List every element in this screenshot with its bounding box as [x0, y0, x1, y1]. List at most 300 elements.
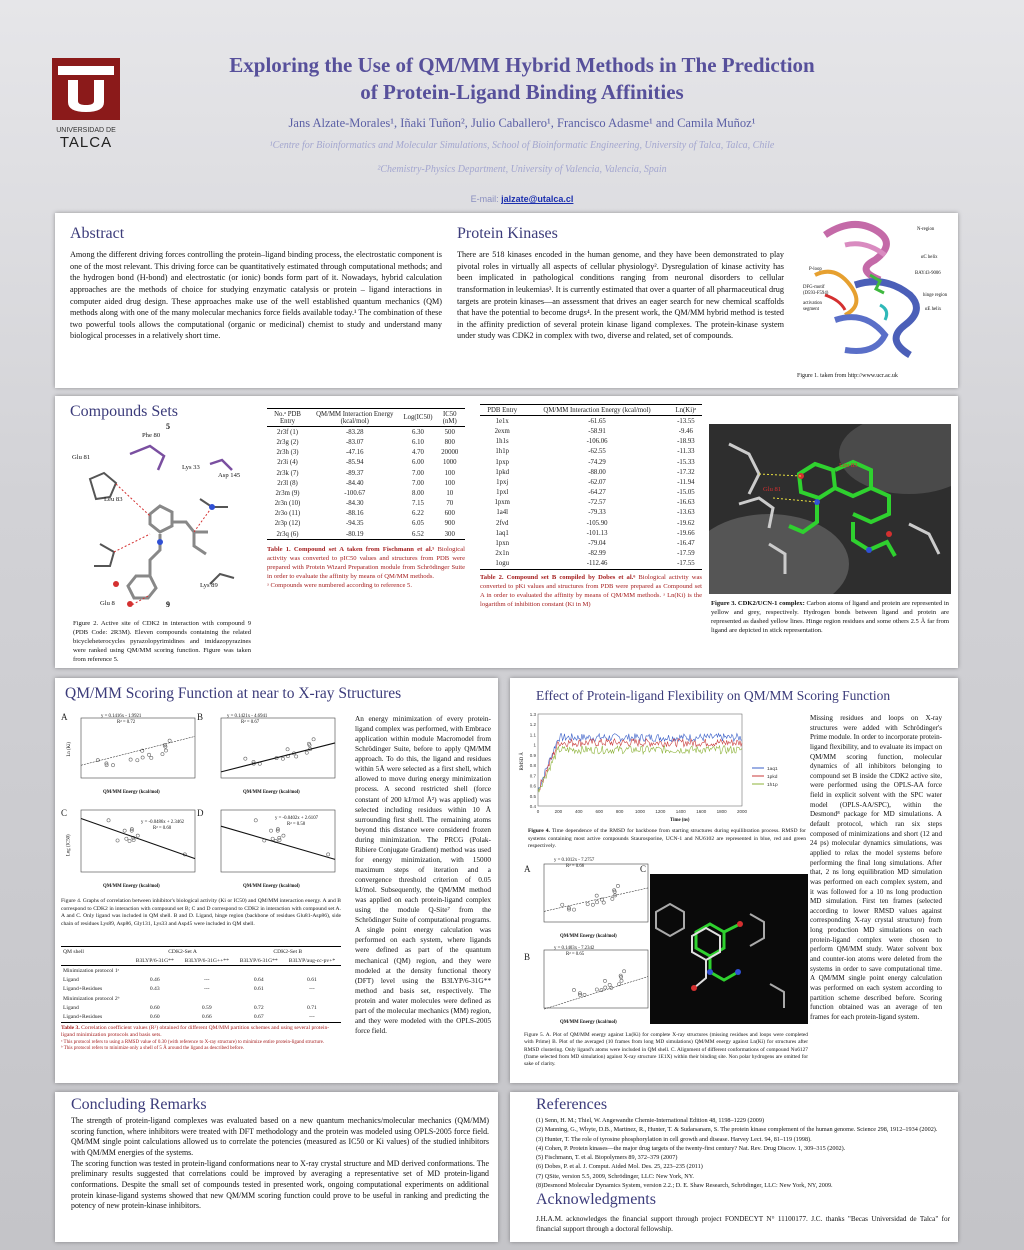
plot-c-point [116, 839, 119, 842]
logo-line2: TALCA [59, 134, 113, 151]
plot-5a-point [561, 903, 564, 906]
plot-5b-point [595, 988, 598, 991]
table3-cell [283, 994, 341, 1003]
plot-5b-frame [544, 950, 648, 1008]
residue-label-phe80: Phe 80 [142, 432, 161, 439]
table3-cell [235, 994, 283, 1003]
plot-5b-point [620, 979, 623, 982]
table1-cell: 8.00 [412, 489, 424, 497]
table1-row [267, 488, 465, 498]
table1-cell: -94.35 [345, 520, 364, 528]
reference-item: (6) Dobes, P. et al. J. Comput. Aided Mol. Des. 25, 223–235 (2011) [536, 1163, 703, 1171]
table3-cell: 0.59 [201, 1004, 212, 1011]
plot-d-r2: R² = 0.58 [287, 822, 306, 827]
plot-5a-trendline [544, 888, 648, 911]
table1-cell: 2r3k (7) [276, 469, 299, 477]
university-logo [52, 58, 120, 150]
plot-b-point [312, 738, 315, 741]
table2-cell: -61.65 [588, 417, 606, 425]
scoring-title: QM/MM Scoring Function at near to X-ray Structures [65, 685, 402, 702]
table1-row [267, 448, 465, 458]
email-link[interactable]: jalzate@utalca.cl [501, 194, 574, 204]
table2-cell: -13.63 [677, 509, 695, 517]
table2-row [480, 498, 702, 508]
plot-5a-r2: R² = 0.66 [566, 864, 585, 869]
rmsd-xtick: 200 [554, 809, 563, 814]
table1-cell: -83.07 [345, 438, 364, 446]
table3-cell [131, 994, 179, 1003]
table1-cell: 70 [446, 500, 454, 508]
rmsd-legend-label: 1pkd [767, 775, 778, 780]
plot-d-xlabel: QM/MM Energy (kcal/mol) [243, 884, 300, 889]
plot-5b-point [572, 988, 575, 991]
rmsd-ytick: 0.8 [529, 763, 536, 769]
fig1-label-4: DFG-motif (D593-F594) [803, 285, 829, 297]
plot-d [197, 804, 341, 894]
t2-caption-title: Table 2. Compound set B compiled by Dobes et al.⁶ [480, 574, 636, 581]
table1-row [267, 478, 465, 488]
rmsd-xtick: 1400 [675, 809, 686, 814]
table2-cell: -105.90 [586, 519, 608, 527]
fig3-caption: Carbon atoms of ligand and protein are represented in yellow and grey, respectively. Hydrogen bonds between ligand and protein are represented as dashed yellow lines. Hinge region residues and some others 2.5 Å far from ligand are depicted in stick representation. [711, 600, 949, 634]
panel-5c-letter: C [640, 864, 647, 874]
fig5c-alignment-image [650, 874, 808, 1024]
table3-row [61, 976, 341, 985]
table1-cell: 6.05 [412, 520, 424, 528]
table1-row [267, 437, 465, 447]
abstract-kinases-panel [55, 213, 958, 388]
rmsd-ytick: 0.9 [529, 752, 536, 758]
title-line2: of Protein-Ligand Binding Affinities [360, 80, 684, 105]
table2-cell: -16.63 [677, 499, 695, 507]
table3-cell: Ligand [63, 1004, 79, 1011]
table1-cell: 2r3i (4) [277, 459, 298, 467]
table1-cell: 2r3f (1) [277, 428, 298, 436]
table3-cell: 0.61 [307, 977, 317, 984]
table2-cell: -88.00 [588, 468, 606, 476]
plot-d-chart [201, 804, 341, 882]
plot-c-ylabel: Log (IC50) [66, 834, 72, 857]
table2-cell: -15.05 [677, 489, 695, 497]
table2-cell: -82.99 [588, 550, 606, 558]
flex-text: Missing residues and loops on X-ray structures were added with Schrödinger's Prime module. In order to incorporate protein-ligand flexibility, and to evaluate its impact on QM/MM scoring function, molecular dynamics of all inhibitors belonging to compound set B inside the CDK2 active site, were performed using the OPLS-AA force field in explicit solvent with the SPC water model (OPLS-AA/SPC), within the Desmond⁸ package for MD simulations. A default protocol, which ran six steps composed of minimizations and short (12 and 24 ps) molecular dynamics simulations, was applied to relax the model systems before performing the final long simulations. After that, 2 ns long equilibration MD simulation was performed on each complex system, and it was followed for a 10 ns long production MD simulation. First ten frames (selected according to lower RMSD values against corresponding X-ray crystal structure) from long production MD simulations on each protein-ligand complex were chosen to perform QM/MM study. Water solvent box and counter-ion atoms were deleted from the systems in order to save computational time. A QM/MM single point energy calculation was performed on each system according to partition scheme described before. Scoring function obtained was an average of ten frames for each protein-ligand system. [810, 714, 942, 1021]
reference-item: (5) Fischmann, T. et al. Biopolymers 89, 372–379 (2007) [536, 1154, 678, 1162]
plot-a [61, 712, 204, 800]
t1-header-2: Log(IC50) [401, 409, 434, 427]
table1-cell: 2r3p (12) [274, 520, 301, 528]
table1-cell: -88.16 [345, 510, 364, 518]
plot-b-point [244, 757, 247, 760]
t2-header-1: QM/MM Interaction Energy (kcal/mol) [524, 405, 669, 416]
table3-cell: 0.72 [253, 1004, 264, 1011]
reference-item: (1) Senn, H. M.; Thiel, W. Angewandte Chemie-International Edition 48, 1198–1229 (2009) [536, 1117, 765, 1124]
plot-b-r2: R² = 0.67 [241, 720, 260, 725]
table2-cell: 2fvd [495, 519, 509, 527]
table2-row [480, 549, 702, 559]
concluding-p2: The scoring function was tested in protein-ligand conformations near to X-ray crystal structure and MD derived conformations. The preliminary results suggested that correlations could be improved by averaging a representative set of MD protein-ligand conformations. Despite the small set of compounds tested in presented work, ongoing computational experiments on additional protein kinase-ligand systems showed that new QM/MM scoring function could prove to be useful in ranking and predicting the potency of new protein-kinase inhibitors. [71, 1158, 489, 1211]
plot-c-point [107, 819, 110, 822]
fig1-label-3: BAY43-9006 [915, 271, 941, 276]
fig1-label-5: activation segment [803, 301, 822, 313]
plot-5b-eq: y = 0.1403x - 7.2342 [554, 946, 595, 951]
table2-row [480, 437, 702, 447]
plot-5b-letter: B [524, 952, 531, 962]
t1-caption: Biological activity was converted to pIC50 values and structures from PDB were prepared with Protein Wizard Preparation module from Schrödinger Suite in order to evaluate the affinity by means of QM/MM methods. [267, 546, 465, 580]
kinases-text: There are 518 kinases encoded in the human genome, and they have been demonstrated to play pivotal roles in virtually all aspects of cellular physiology². Dysregulation of kinase activity has been implicated in pathological conditions ranging from neuronal disorders to cellular transformation in leukemias³. It is currently estimated that over a quarter of all pharmaceutical drug targets are protein kinases—an assessment that drives an eager search for new chemical scaffolds that have the potential to become drugs⁴. In the present work, the QM/MM hybrid method is tested in the affinity prediction of several protein kinase ligand complexes. The protein-kinase system under study was CDK2 in complex with two, diverse and related, set of compounds. [457, 250, 784, 341]
rmsd-xtick: 400 [575, 809, 583, 814]
t3-h2-3: B3LYP/6-31G** [235, 956, 283, 966]
plot-b-letter: B [197, 712, 204, 722]
table2 [480, 404, 702, 610]
table2-cell: -17.55 [670, 559, 702, 570]
flexibility-panel [510, 678, 958, 1083]
plot-a-point [150, 756, 153, 759]
table2-row [480, 559, 702, 570]
rmsd-series-1pkd [538, 739, 742, 791]
plot-d-point [269, 829, 272, 832]
plot-5b-xlabel: QM/MM Energy (kcal/mol) [560, 1020, 617, 1025]
table2-cell: -17.32 [677, 468, 695, 476]
table1-cell: 2r3n (10) [274, 500, 301, 508]
t1-header-3: IC50 (nM) [435, 409, 465, 427]
plot-5a-chart [524, 858, 654, 932]
scoring-text: An energy minimization of every protein-ligand complex was performed, with Embrace application within module Macromodel from Schrödinger Suite, before to apply QM/MM approach. To do this, the ligand and residues within 5Å were selected as a first shell, which allowed to move during energy minimization process. A second restricted shell (force constant of 200 kJ/mol Å²) was applied) was selected including residues within 10 Å surrounding first shell. The remaining atoms beyond this distance were considered frozen during minimization. The PRCG (Polak-Ribiere Conjugate Gradient) method was used for energy minimization, with 15000 maximum steps of iteration and a convergence threshold criterion of 0.05 kJ/mol. Subsequently, the QM/MM method was applied on each protein-ligand complex using the module Q-Site⁷ from the Schrödinger Suite of computational programs. A single point energy calculation was performed on each system, where ligands were defined as part of the quantum mechanical (QM) region, and they were modeled at the density functional theory (DFT) level using the B3LYP/6-31G** method and basis set, respectively. The protein and water molecules were defined as part of the molecular mechanics (MM) region, and they were modeled with the OPLS-2005 force field. [355, 714, 491, 1035]
plot-5a-point [611, 897, 614, 900]
plot-a-point [161, 753, 164, 756]
reference-item: (8)Desmond Molecular Dynamics System, version 2.2.; D. E. Shaw Research, Schrödinger, LLC: New York, NY, 2009. [536, 1182, 833, 1190]
fig2-active-site [70, 424, 255, 614]
plot-a-point [141, 756, 144, 759]
table3-cell: 0.46 [149, 977, 160, 984]
plot-5a-eq: y = 0.1012x - 7.2757 [554, 858, 595, 863]
fig3-label-leu83: Leu 83 [839, 462, 858, 469]
plot-c-eq: y = -0.0486x + 2.3462 [141, 820, 184, 825]
references-list [536, 1116, 950, 1190]
table2-cell: -15.33 [677, 458, 695, 466]
plot-d-eq: y = -0.0402x + 2.6107 [275, 816, 318, 821]
table2-row [480, 518, 702, 528]
table1-cell: 1000 [442, 459, 457, 467]
table1-cell: 100 [444, 469, 455, 477]
plot-5b-r2: R² = 0.65 [566, 952, 585, 957]
rmsd-ytick: 0.4 [529, 804, 536, 809]
residue-label-glu8: Glu 8 [100, 600, 115, 607]
plot-5a-letter: A [524, 864, 531, 874]
table1-row [267, 468, 465, 478]
plot-b [197, 712, 341, 800]
table2-cell: -9.46 [678, 427, 693, 435]
table1-row [267, 427, 465, 438]
table3-cell: 0.71 [307, 1004, 317, 1011]
t2-caption: Biological activity was converted to pKi values and structures from PDB were prepared as Compound set A in order to evaluated the affinity by means of QM/MM methods. ᵃ Ln(Ki) is the logarithm of inhibition constant (Ki in M) [480, 574, 702, 608]
t1-header-1: QM/MM Interaction Energy (kcal/mol) [308, 409, 401, 427]
fig3-label-glu81: Glu 81 [763, 486, 782, 493]
table1-cell: 2r3g (2) [276, 438, 299, 446]
table2-row [480, 457, 702, 467]
plot-c-point [136, 834, 139, 837]
table3 [61, 946, 341, 1053]
active-site-drawing-icon [70, 424, 255, 614]
plot-c-letter: C [61, 808, 68, 818]
rmsd-xtick: 600 [595, 809, 603, 814]
plot-5b-chart [524, 944, 654, 1018]
rmsd-xlabel: Time (ns) [670, 818, 690, 823]
table2-cell: -18.93 [677, 438, 695, 446]
plot-a-point [147, 753, 150, 756]
rmsd-xtick: 800 [615, 809, 624, 814]
plot-a-ylabel: Ln (Ki) [67, 741, 73, 757]
plot-c [61, 804, 201, 894]
plot-b-chart [201, 712, 341, 788]
plot-b-point [281, 757, 284, 760]
table1-row [267, 458, 465, 468]
compounds-panel [55, 396, 958, 668]
fig3-caption-title: Figure 3. CDK2/UCN-1 complex: [711, 600, 805, 607]
plot-a-letter: A [61, 712, 68, 722]
plot-5b [524, 944, 654, 1030]
t3-h2-4: B3LYP/aug-cc-pv+* [283, 956, 341, 966]
poster-title [150, 52, 894, 107]
rmsd-ytick: 1 [533, 742, 536, 748]
rmsd-chart-svg [520, 710, 808, 818]
plot-5a-frame [544, 864, 648, 922]
table2-cell: 1a4l [496, 509, 509, 517]
plot-5a-point [586, 903, 589, 906]
residue-label-glu81: Glu 81 [72, 454, 91, 461]
t1-footnote: ᵃ Compounds were numbered according to reference 5. [267, 581, 412, 589]
title-line1: Exploring the Use of QM/MM Hybrid Methods in The Prediction [229, 53, 815, 77]
kinases-title: Protein Kinases [457, 225, 558, 242]
fig4-caption: Figure 4. Graphs of correlation between inhibitor's biological activity (Ki or IC50) and QM/MM interaction energy. A and B correspond to CDK2 in interaction with compound set B; C and D correspond to CDK2 in interaction with compound set A. A and C. Only ligand was included in QM shell. B and D. Ligand, hinge region (backbone of residues Glu81-Asp86), side chain of residues Lys89, Asp86, Gly131, Lys33 and Asp45 were included in QM shell. [61, 898, 341, 927]
fig1-label-2: P-loop [809, 267, 822, 272]
acknowledgments-title: Acknowledgments [536, 1191, 656, 1208]
table3-cell: Minimization protocol 2ᵇ [63, 995, 120, 1002]
rmsd-chart [520, 710, 808, 826]
plot-b-frame [221, 718, 335, 778]
rmsd-xtick: 0 [536, 809, 540, 814]
table1-cell: -84.30 [345, 500, 364, 508]
acknowledgments-text: J.H.A.M. acknowledges the financial support through project FONDECYT N° 11100177. J.C. thanks "Becas Universidad de Talca" for financial support through a doctoral fellowship. [536, 1215, 950, 1234]
table3-row [61, 994, 341, 1003]
table2-cell: -79.04 [588, 540, 606, 548]
table3-row [61, 1003, 341, 1012]
table2-cell: -62.55 [588, 448, 606, 456]
table1-cell: -89.37 [345, 469, 364, 477]
plot-d-point [327, 853, 330, 856]
rmsd-xtick: 1600 [696, 809, 707, 814]
logo-line1: UNIVERSIDAD DE [56, 127, 116, 134]
table1-cell: 2r3o (11) [274, 510, 301, 518]
table3-cell: 0.43 [149, 986, 160, 993]
table3-cell: 0.60 [149, 1004, 160, 1011]
table2-row [480, 538, 702, 548]
plot-c-point [128, 839, 131, 842]
residue-label-lys33: Lys 33 [182, 464, 200, 471]
table1-cell: 6.30 [412, 428, 424, 436]
rmsd-ylabel: RMSD Å [519, 752, 525, 771]
email-label: E-mail: [470, 194, 499, 204]
email-line [150, 194, 894, 204]
concluding-p1: The strength of protein-ligand complexes was evaluated based on a new quantum mechanics/molecular mechanics (QM/MM) scoring function, where inhibitors were treated with DFT methodology and the protein was modeled using OPLS-2005 force field. QM/MM single point calculations allowed us to correlate the potencies (measured as IC50 or Ki values) of the studied inhibitors with QM/MM energies of the systems. [71, 1116, 489, 1158]
t3-h1-1: CDK2-Set A [131, 947, 235, 957]
plot-d-point [278, 838, 281, 841]
table2-cell: -13.55 [677, 417, 695, 425]
fig4b-caption-title: Figure 4. [528, 828, 550, 834]
logo-emblem-icon [52, 58, 120, 120]
fig1-label-6: hinge region [923, 293, 948, 298]
table3-row [61, 985, 341, 994]
table1-cell: -83.28 [345, 428, 364, 436]
table2-cell: 1pxm [494, 499, 510, 507]
table2-row [480, 416, 702, 427]
residue-label-lys89: Lys 89 [200, 582, 218, 589]
table1-cell: 2r3m (9) [275, 489, 300, 497]
table1-cell: -47.16 [345, 449, 364, 457]
plot-5a-point [602, 901, 605, 904]
table2-row [480, 488, 702, 498]
table2-cell: 1pkd [495, 468, 509, 476]
plot-c-xlabel: QM/MM Energy (kcal/mol) [103, 884, 160, 889]
table1-row [267, 509, 465, 519]
table3-cell: --- [203, 986, 210, 993]
t1-header-0: No.ᵃ PDB Entry [267, 409, 308, 427]
plot-a-xlabel: QM/MM Energy (kcal/mol) [103, 790, 160, 795]
table2-cell: 1h1s [495, 438, 509, 446]
table1-cell: 2r3h (3) [276, 449, 299, 457]
concluding-text [71, 1116, 489, 1212]
rmsd-ytick: 0.5 [529, 793, 536, 799]
table2-cell: -72.57 [588, 499, 606, 507]
concluding-title: Concluding Remarks [71, 1096, 207, 1113]
plot-c-point [123, 829, 126, 832]
table2-cell: 1ogu [480, 559, 524, 570]
plot-c-point [125, 837, 128, 840]
table3-cell [179, 966, 235, 976]
plot-a-frame [81, 718, 195, 778]
table3-cell: --- [309, 986, 315, 993]
table3-row [61, 1012, 341, 1022]
table1-cell: -84.40 [345, 479, 364, 487]
residue-label-asp145: Asp 145 [218, 472, 241, 479]
plot-5a [524, 858, 654, 944]
plot-5a-point [595, 894, 598, 897]
table3-cell [131, 966, 179, 976]
table2-cell: -11.94 [677, 478, 695, 486]
residue-label-9: 9 [166, 600, 170, 609]
table3-cell: 0.61 [253, 986, 264, 993]
fig1-label-0: N-region [917, 227, 935, 232]
table3-cell [235, 966, 283, 976]
table1-cell: 800 [444, 438, 455, 446]
rmsd-xtick: 1000 [634, 809, 646, 814]
rmsd-xtick: 2000 [736, 809, 748, 814]
affiliation-1: ¹Centre for Bioinformatics and Molecular Simulations, School of Bioinformatic Engineering, University of Talca, Talca, Chile [269, 140, 775, 151]
t3-h1-0: QM shell [61, 947, 131, 957]
table1-cell: 500 [444, 428, 455, 436]
plot-a-eq: y = 0.1416x - 1.9921 [101, 714, 142, 719]
residue-label-5: 5 [166, 422, 170, 431]
plot-b-trendline [221, 743, 335, 772]
table3-cell: 0.66 [179, 1012, 235, 1022]
table3-cell: Minimization protocol 1ᵃ [63, 967, 120, 974]
table1-cell: -80.19 [308, 529, 401, 540]
table1-cell: 300 [435, 529, 465, 540]
plot-c-point [132, 838, 135, 841]
plot-c-chart [61, 804, 201, 882]
table2-cell: 1pxl [496, 489, 509, 497]
concluding-panel [55, 1092, 498, 1242]
table3-cell [179, 994, 235, 1003]
t2-header-2: Ln(Ki)ᵃ [670, 405, 702, 416]
plot-a-point [111, 764, 114, 767]
t3-caption: Correlation coefficient values (R²) obtained for different QM/MM partition schemes and using several protein-ligand minimization protocols and basis sets. [61, 1024, 330, 1039]
t3-h2-1: B3LYP/6-31G** [131, 956, 179, 966]
table1-cell: 6.00 [412, 459, 424, 467]
fig5-caption: Figure 5. A. Plot of QM/MM energy against Ln(Ki) for complete X-ray structures (missing residues and loops were completed with Prime) B. Plot of the averaged (10 frames from long MD simulations) QM/MM energy against Ln(Ki) for structures after RMSD clustering. Only ligand's atoms were included in QM shell. C. Alignment of different conformations of compound Nu6127 (frame selected from MD simulation) against X-ray structure 1E1X) within their binding site. Non polar hydrogens are omitted for sake of clarity. [524, 1032, 808, 1068]
t2-header-0: PDB Entry [480, 405, 524, 416]
table2-cell: -74.29 [588, 458, 606, 466]
table2-cell: 1aq1 [495, 529, 509, 537]
table2-row [480, 467, 702, 477]
table2-cell: 1h1p [495, 448, 509, 456]
t3-h2-0 [61, 956, 131, 966]
table2-cell: 1pxn [495, 540, 509, 548]
rmsd-legend-label: 1aq1 [767, 767, 778, 772]
plot-d-point [271, 837, 274, 840]
fig2-caption: Figure 2. Active site of CDK2 in interaction with compound 9 (PDB Code: 2R3M). Eleven compounds containing the related bicycleheterocycles pyrazolopyrimidines and imidazopyrazines were ranked using QM/MM scoring function. Figure was taken from reference 5. [73, 620, 251, 663]
table3-cell: 0.67 [235, 1012, 283, 1022]
plot-d-point [254, 819, 257, 822]
plot-d-point [282, 834, 285, 837]
table2-row [480, 477, 702, 487]
plot-5a-point [591, 903, 594, 906]
plot-b-point [305, 751, 308, 754]
table3-cell: Ligand+Residues [63, 986, 103, 993]
reference-item: (2) Manning, G., Whyte, D.B., Martinez, R., Hunter, T. & Sudarsanam, S. The protein kinase complement of the human genome. Science 298, 1912–1934 (2002). [536, 1126, 938, 1134]
plot-b-xlabel: QM/MM Energy (kcal/mol) [243, 790, 300, 795]
table2-cell: -19.62 [677, 519, 695, 527]
table2-cell: 2exm [494, 427, 510, 435]
rmsd-ytick: 1.3 [529, 712, 536, 717]
reference-item: (4) Cohen, P. Protein kinases—the major drug targets of the twenty-first century? Nat. Rev. Drug Discov. 1, 309–315 (2002). [536, 1144, 846, 1152]
plot-c-r2: R² = 0.60 [153, 826, 172, 831]
table1-row [267, 519, 465, 529]
table1-cell: 7.00 [412, 469, 424, 477]
rmsd-xtick: 1200 [655, 809, 666, 814]
table2-cell: -106.06 [586, 438, 608, 446]
affiliation-2: ²Chemistry-Physics Department, University of Valencia, Valencia, Spain [377, 164, 667, 175]
reference-item: (3) Hunter, T. The role of tyrosine phosphorylation in cell growth and disease. Harvey Lect. 94, 81–119 (1998). [536, 1135, 812, 1143]
table2-cell: -58.91 [588, 427, 606, 435]
table2-cell: -17.59 [677, 550, 695, 558]
table1-cell: 6.52 [401, 529, 434, 540]
t3-footnote-1: ᵃ This protocol refers to using a RMSD value of 0.30 (with reference to X-ray structure) to minimize entire protein-ligand structure. [61, 1039, 325, 1045]
plot-b-point [295, 755, 298, 758]
table1-cell: 900 [444, 520, 455, 528]
table1-cell: 2r3l (8) [277, 479, 298, 487]
table3-cell: --- [203, 977, 210, 984]
table1-cell: 20000 [441, 449, 459, 457]
table1-cell: 6.22 [412, 510, 424, 518]
table2-cell: 1pxj [496, 478, 509, 486]
references-title: References [536, 1096, 608, 1113]
rmsd-frame [538, 714, 742, 806]
rmsd-ytick: 0.6 [529, 783, 536, 789]
plot-a-point [164, 749, 167, 752]
plot-d-trendline [221, 826, 335, 859]
table2-row [480, 426, 702, 436]
table1-cell: -85.94 [345, 459, 364, 467]
